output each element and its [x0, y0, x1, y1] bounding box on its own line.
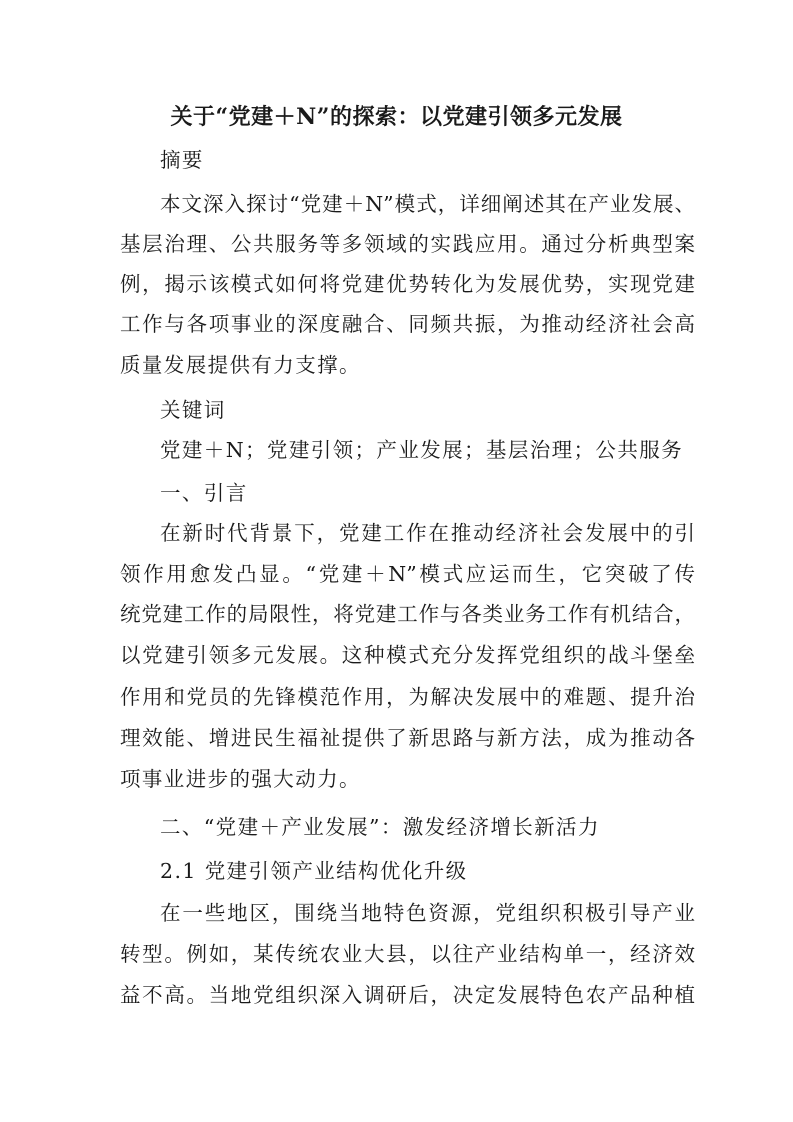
section1-line: 项事业进步的强大动力。 — [120, 767, 361, 791]
keywords-line: 党建＋N；党建引领；产业发展；基层治理；公共服务 — [160, 438, 684, 462]
section2-heading: 二、“党建＋产业发展”：激发经济增长新活力 — [160, 815, 600, 839]
section2-1-line: 在一些地区，围绕当地特色资源，党组织积极引导产业 — [160, 901, 695, 925]
abstract-heading: 摘要 — [160, 148, 204, 172]
section2-1-heading: 2.1 党建引领产业结构优化升级 — [160, 859, 468, 883]
section1-line: 在新时代背景下，党建工作在推动经济社会发展中的引 — [160, 521, 695, 545]
section1-line: 统党建工作的局限性，将党建工作与各类业务工作有机结合， — [120, 602, 695, 626]
abstract-line: 基层治理、公共服务等多领域的实践应用。通过分析典型案 — [120, 232, 695, 256]
keywords-heading: 关键词 — [160, 398, 226, 422]
section2-1-line: 转型。例如，某传统农业大县，以往产业结构单一，经济效 — [120, 942, 695, 966]
section1-heading: 一、引言 — [160, 481, 248, 505]
abstract-line: 质量发展提供有力支撑。 — [120, 353, 361, 377]
section1-line: 理效能、增进民生福祉提供了新思路与新方法，成为推动各 — [120, 726, 695, 750]
abstract-line: 例，揭示该模式如何将党建优势转化为发展优势，实现党建 — [120, 272, 695, 296]
section2-1-line: 益不高。当地党组织深入调研后，决定发展特色农产品种植 — [120, 983, 695, 1007]
document-title: 关于“党建＋N”的探索：以党建引领多元发展 — [170, 104, 623, 130]
section1-line: 领作用愈发凸显。“党建＋N”模式应运而生，它突破了传 — [120, 562, 695, 586]
abstract-line: 本文深入探讨“党建＋N”模式，详细阐述其在产业发展、 — [160, 192, 695, 216]
abstract-line: 工作与各项事业的深度融合、同频共振，为推动经济社会高 — [120, 312, 695, 336]
section1-line: 以党建引领多元发展。这种模式充分发挥党组织的战斗堡垒 — [120, 643, 695, 667]
section1-line: 作用和党员的先锋模范作用，为解决发展中的难题、提升治 — [120, 685, 695, 709]
